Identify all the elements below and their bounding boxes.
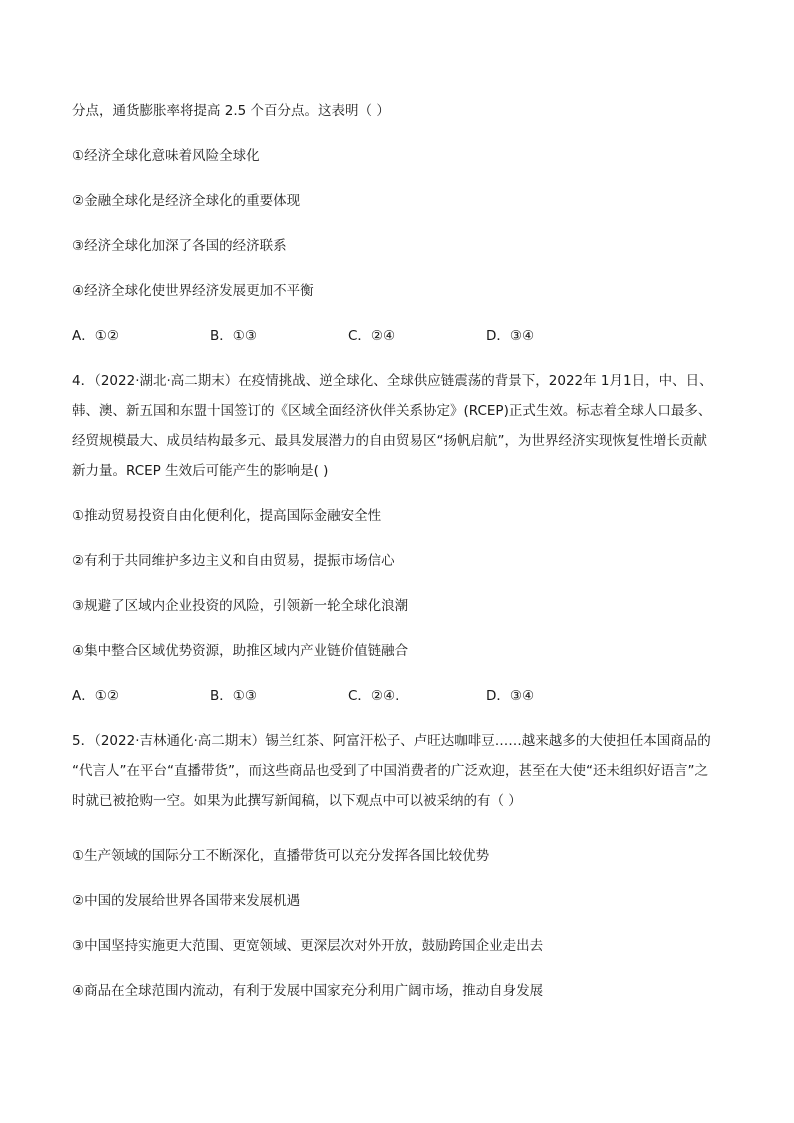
q3-option-a: A．①② bbox=[72, 328, 119, 344]
q4-statement-1: ①推动贸易投资自由化便利化，提高国际金融安全性 bbox=[72, 508, 382, 524]
q4-option-c: C．②④. bbox=[348, 688, 400, 704]
q5-statement-3: ③中国坚持实施更大范围、更宽领域、更深层次对外开放，鼓励跨国企业走出去 bbox=[72, 938, 544, 954]
q5-stem-line-2: “代言人”在平台“直播带货”，而这些商品也受到了中国消费者的广泛欢迎，甚至在大使“还未组织好语言”之 bbox=[72, 763, 708, 779]
q4-stem-line-4: 新力量。RCEP 生效后可能产生的影响是( ) bbox=[72, 463, 329, 479]
q5-stem-line-3: 时就已被抢购一空。如果为此撰写新闻稿，以下观点中可以被采纳的有（ ） bbox=[72, 793, 522, 809]
q5-statement-4: ④商品在全球范围内流动，有利于发展中国家充分利用广阔市场，推动自身发展 bbox=[72, 983, 544, 999]
q5-stem-line-1: 5．（2022·吉林通化·高二期末）锡兰红茶、阿富汗松子、卢旺达咖啡豆……越来越多的大使担任本国商品的 bbox=[72, 733, 711, 749]
q4-statement-4: ④集中整合区域优势资源，助推区域内产业链价值链融合 bbox=[72, 643, 409, 659]
q3-option-c: C．②④ bbox=[348, 328, 396, 344]
q4-stem-line-3: 经贸规模最大、成员结构最多元、最具发展潜力的自由贸易区“扬帆启航”，为世界经济实现恢复性增长贡献 bbox=[72, 433, 707, 449]
q4-statement-3: ③规避了区域内企业投资的风险，引领新一轮全球化浪潮 bbox=[72, 598, 409, 614]
q5-statement-2: ②中国的发展给世界各国带来发展机遇 bbox=[72, 893, 301, 909]
q4-stem-line-2: 韩、澳、新五国和东盟十国签订的《区域全面经济伙伴关系协定》(RCEP)正式生效。标志着全球人口最多、 bbox=[72, 403, 712, 419]
q4-option-d: D．③④ bbox=[486, 688, 535, 704]
q3-option-d: D．③④ bbox=[486, 328, 535, 344]
q5-statement-1: ①生产领域的国际分工不断深化，直播带货可以充分发挥各国比较优势 bbox=[72, 848, 490, 864]
q3-statement-3: ③经济全球化加深了各国的经济联系 bbox=[72, 238, 287, 254]
q4-statement-2: ②有利于共同维护多边主义和自由贸易，提振市场信心 bbox=[72, 553, 395, 569]
q4-option-a: A．①② bbox=[72, 688, 119, 704]
q4-stem-line-1: 4．（2022·湖北·高二期末）在疫情挑战、逆全球化、全球供应链震荡的背景下，2022年 1月1日，中、日、 bbox=[72, 373, 713, 389]
q3-statement-2: ②金融全球化是经济全球化的重要体现 bbox=[72, 193, 301, 209]
q3-statement-1: ①经济全球化意味着风险全球化 bbox=[72, 148, 260, 164]
q3-stem-tail: 分点，通货膨胀率将提高 2.5 个百分点。这表明（ ） bbox=[72, 103, 390, 119]
q3-option-b: B．①③ bbox=[210, 328, 257, 344]
q3-statement-4: ④经济全球化使世界经济发展更加不平衡 bbox=[72, 283, 314, 299]
q4-option-b: B．①③ bbox=[210, 688, 257, 704]
